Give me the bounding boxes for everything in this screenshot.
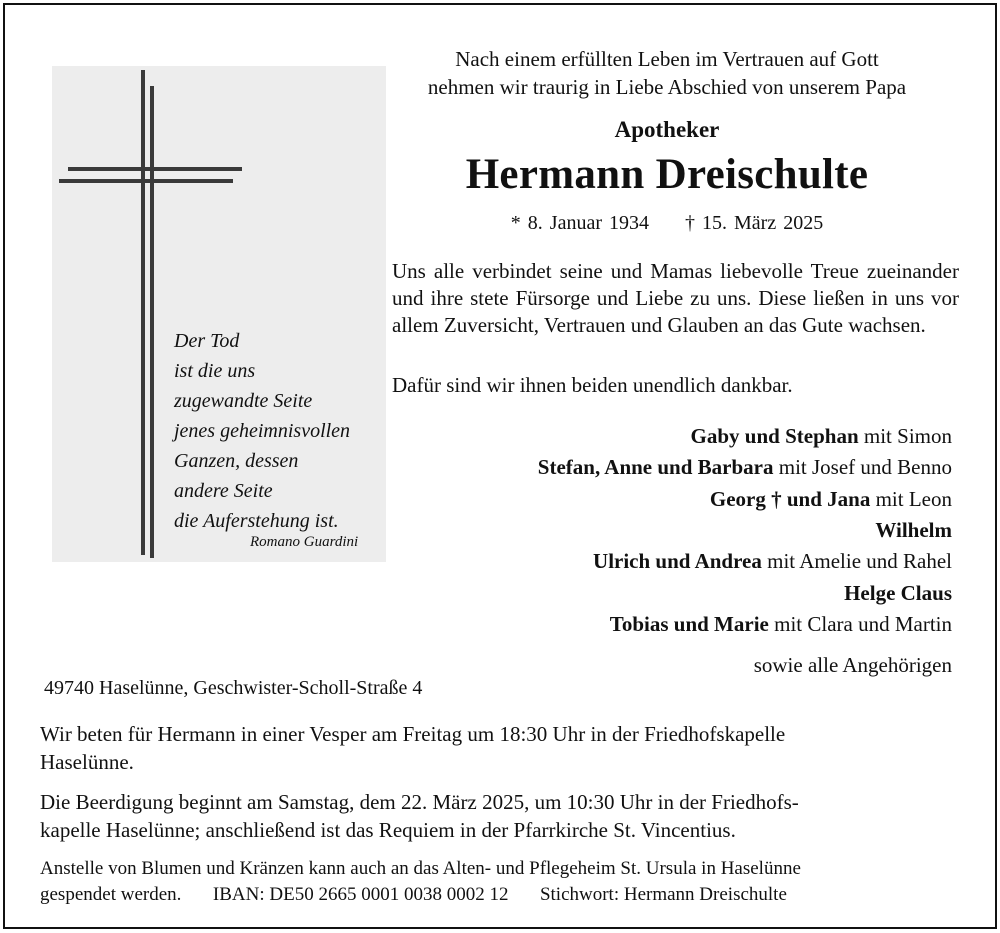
vesper-notice — [40, 720, 940, 776]
family-entry — [610, 612, 952, 637]
tribute-thanks: Dafür sind wir ihnen beiden unendlich dankbar. — [392, 373, 793, 397]
relatives-line: sowie alle Angehörigen — [753, 653, 952, 677]
family-names: Tobias und Marie — [609, 612, 769, 636]
cross-icon-vertical-2 — [150, 86, 154, 558]
family-children: mit Simon — [858, 424, 952, 448]
quote-line: andere Seite — [174, 480, 273, 502]
family-names: Ulrich und Andrea — [593, 549, 762, 573]
family-children: mit Josef und Benno — [773, 455, 952, 479]
quote-line: jenes geheimnisvollen — [174, 420, 351, 442]
family-entry — [593, 549, 952, 574]
intro-line-2: nehmen wir traurig in Liebe Abschied von unserem Papa — [427, 75, 907, 99]
family-entry — [875, 518, 952, 543]
family-entry — [691, 424, 952, 449]
quote-line: ist die uns — [174, 360, 256, 382]
tribute-paragraph: Uns alle verbindet seine und Mamas liebevolle Treue zueinander und ihre stete Fürsorge und Liebe zu uns. Diese ließen in uns vor allem Zuversicht, Vertrauen und Glauben an das Gute wachsen. — [392, 259, 959, 337]
family-names: Wilhelm — [875, 518, 952, 542]
cross-icon-horizontal-1 — [68, 167, 242, 171]
cross-icon-horizontal-2 — [59, 179, 233, 183]
donation-line-2 — [40, 882, 980, 908]
funeral-line-1: Die Beerdigung beginnt am Samstag, dem 22. März 2025, um 10:30 Uhr in der Friedhofs- — [40, 790, 799, 814]
donation-keyword: Stichwort: Hermann Dreischulte — [539, 884, 787, 905]
birth-date: * 8. Januar 1934 — [510, 212, 649, 234]
quote-author: Romano Guardini — [250, 534, 359, 550]
family-names: Helge Claus — [844, 581, 952, 605]
funeral-line-2: kapelle Haselünne; anschließend ist das Requiem in der Pfarrkirche St. Vincentius. — [40, 818, 736, 842]
quote-line: Der Tod — [174, 330, 240, 352]
donation-line-1: Anstelle von Blumen und Kränzen kann auch an das Alten- und Pflegeheim St. Ursula in Haselünne — [40, 858, 801, 879]
family-children: mit Leon — [870, 487, 952, 511]
funeral-notice — [40, 788, 940, 844]
vesper-line-1: Wir beten für Hermann in einer Vesper am Freitag um 18:30 Uhr in der Friedhofskapelle — [40, 722, 786, 746]
family-entry — [538, 455, 952, 480]
donation-notice — [40, 856, 980, 908]
life-dates — [380, 212, 954, 235]
vesper-line-2: Haselünne. — [40, 750, 134, 774]
donation-iban: IBAN: DE50 2665 0001 0038 0002 12 — [212, 884, 509, 905]
quote-line: die Auferstehung ist. — [174, 510, 339, 532]
quote-line: zugewandte Seite — [174, 390, 313, 412]
address: 49740 Haselünne, Geschwister-Scholl-Straße 4 — [44, 677, 423, 699]
family-names: Georg † und Jana — [709, 487, 871, 511]
deceased-name: Hermann Dreischulte — [465, 151, 869, 198]
family-entry — [710, 487, 952, 512]
intro-line-1: Nach einem erfüllten Leben im Vertrauen auf Gott — [455, 47, 879, 71]
death-date: † 15. März 2025 — [685, 212, 824, 234]
family-names: Gaby und Stephan — [690, 424, 859, 448]
quote — [174, 326, 350, 536]
deceased-title: Apotheker — [614, 117, 720, 142]
family-children: mit Clara und Martin — [768, 612, 952, 636]
cross-icon-vertical-1 — [141, 70, 145, 555]
donation-part-1: gespendet werden. — [40, 884, 182, 905]
family-names: Stefan, Anne und Barbara — [537, 455, 774, 479]
family-children: mit Amelie und Rahel — [761, 549, 952, 573]
intro-text — [380, 45, 954, 101]
family-entry — [844, 581, 952, 606]
quote-line: Ganzen, dessen — [174, 450, 299, 472]
